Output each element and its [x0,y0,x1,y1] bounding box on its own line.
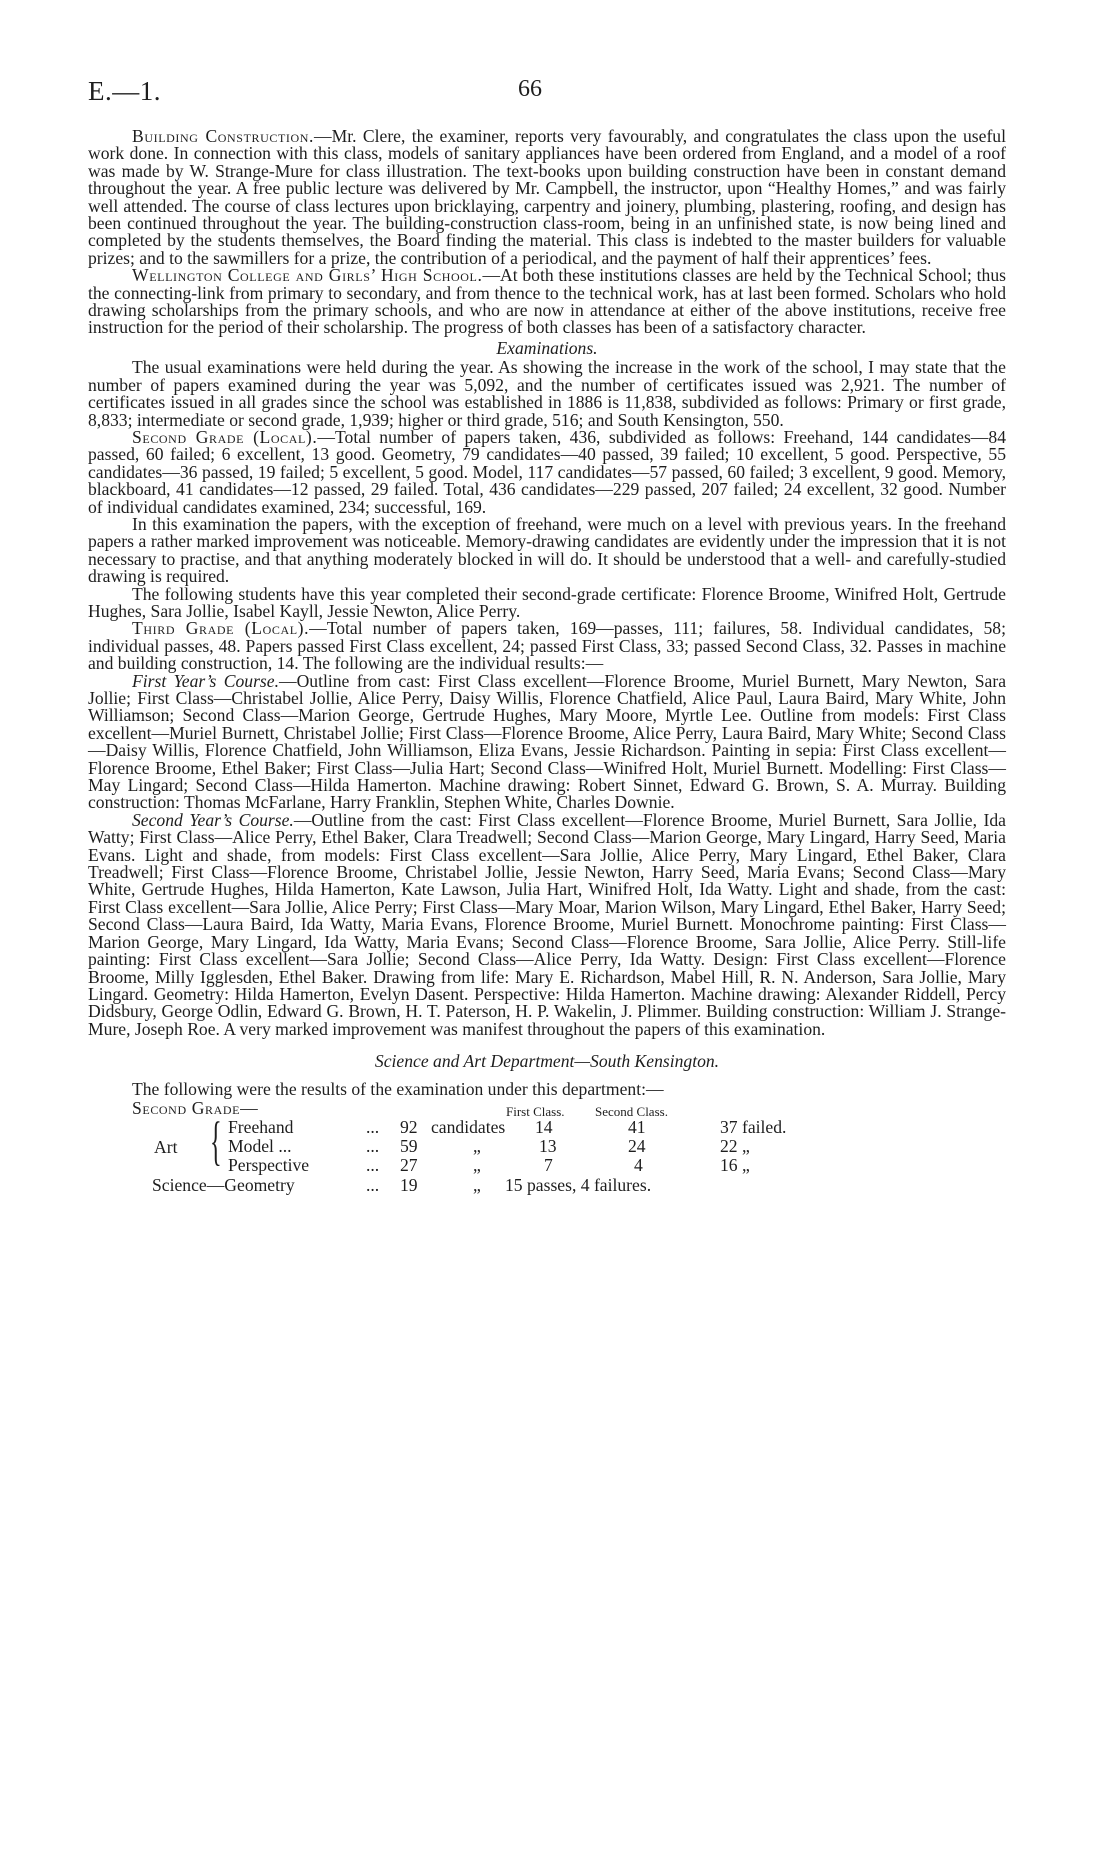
row-subject: Model ... [228,1135,292,1156]
row-first-class: 7 [544,1154,553,1175]
paragraph-second-grade [88,426,1006,517]
science-unit: „ [473,1174,481,1195]
science-label: Science—Geometry [152,1174,295,1195]
row-first-class: 14 [535,1116,553,1137]
paragraph-building-construction [88,128,1006,267]
paragraph-first-year-course [88,670,1006,813]
document-page [88,0,1006,1195]
paragraph-text: —Total number of papers taken, 436, subdivided as follows: Freehand, 144 candidates—84 passed, 60 failed; 6 excellent, 13 good. Geometry, 79 candidates—40 passed, 39 failed; 10 excellent, 5 good. Perspective, 55 candidates—36 passed, 19 failed; 5 excellent, 5 good. Model, 117 candidates—57 passed, 60 failed; 3 excellent, 9 good. Memory, blackboard, 41 candidates—12 passed, 29 failed. Total, 436 candidates—229 passed, 207 failed; 24 excellent, 32 good. Number of individual candidates examined, 234; successful, 169. [88,426,1006,517]
row-dots: ... [366,1116,380,1137]
results-intro: The following were the results of the examination under this department:— [132,1078,664,1099]
science-dots: ... [366,1174,380,1195]
row-failed: 37 failed. [720,1116,787,1137]
paragraph-wellington-college [88,267,1006,337]
science-outcome: 15 passes, 4 failures. [505,1174,652,1195]
science-count: 19 [400,1174,418,1195]
row-second-class: 41 [628,1116,646,1137]
paragraph-lead: Third Grade (Local). [132,618,310,639]
paragraph-text: The following students have this year completed their second-grade certificate: Florence Broome, Winifred Holt, Gertrude Hughes, Sara Jollie, Isabel Kayll, Jessie Newton, Alice Perry. [88,583,1006,621]
row-second-class: 4 [634,1154,643,1175]
row-subject: Freehand [228,1116,294,1137]
body-text [88,128,1006,1208]
paragraph-usual-examinations [88,359,1006,429]
row-unit: candidates [431,1116,506,1137]
paragraph-text: —Outline from cast: First Class excellent—Florence Broome, Muriel Burnett, Mary Newton, Sara Jollie; First Class—Christabel Jollie, Alice Perry, Daisy Willis, Florence Chatfield, Alice Paul, Laura Baird, Mary White, John Williamson; Second Class—Marion George, Gertrude Hughes, Mary Moore, Myrtle Lee. Outline from models: First Class excellent—Muriel Burnett, Christabel Jollie; First Class—Florence Broome, Alice Perry, Laura Baird, Mary White; Second Class—Daisy Willis, Florence Chatfield, John Williamson, Eliza Evans, Jessie Richardson. Painting in sepia: First Class excellent—Florence Broome, Ethel Baker; First Class—Julia Hart; Second Class—Winifred Holt, Muriel Burnett. Modelling: First Class—May Lingard; Second Class—Hilda Hamerton. Machine drawing: Robert Sinnet, Edward G. Brown, S. A. Murray. Building construction: Thomas McFarlane, Harry Franklin, Stephen White, Charles Downie. [88,670,1006,813]
brace-icon: { [210,1110,222,1171]
row-count: 92 [400,1116,418,1137]
paragraph-in-this-examination [88,513,1006,587]
paragraph-text: In this examination the papers, with the exception of freehand, were much on a level with previous years. In the freehand papers a rather marked improvement was noticeable. Memory-drawing candidates are evidently under the impression that it is not necessary to practise, and that anything moderately blocked in will do. It should be understood that a well- and carefully-studied drawing is required. [88,513,1006,587]
report-reference: E.—1. [88,76,161,106]
grade-label: Second Grade— [132,1097,259,1118]
row-unit: „ [473,1154,481,1175]
paragraph-lead: Second Year’s Course. [132,809,294,830]
results-table [88,1098,1006,1208]
paragraph-lead: Wellington College and Girls’ High School. [132,265,483,286]
paragraph-lead: First Year’s Course. [132,670,279,691]
paragraph-text: The usual examinations were held during the year. As showing the increase in the work of the school, I may state that the number of papers examined during the year was 5,092, and the number of certificates issued was 2,921. The number of certificates issued in all grades since the school was established in 1886 is 11,838, subdivided as follows: Primary or first grade, 8,833; intermediate or second grade, 1,939; higher or third grade, 516; and South Kensington, 550. [88,357,1006,430]
row-subject: Perspective [228,1154,310,1175]
row-second-class: 24 [628,1135,646,1156]
paragraph-second-grade-certificates [88,583,1006,621]
row-count: 59 [400,1135,418,1156]
paragraph-text: —Outline from the cast: First Class excellent—Florence Broome, Muriel Burnett, Sara Jollie, Ida Watty; First Class—Alice Perry, Ethel Baker, Clara Treadwell; Second Class—Marion George, Mary Lingard, Harry Seed, Maria Evans. Light and shade, from models: First Class excellent—Sara Jollie, Alice Perry, Mary Lingard, Ethel Baker, Clara Treadwell; First Class—Florence Broome, Christabel Jollie, Jessie Newton, Harry Seed, Maria Evans; Second Class—Mary White, Gertrude Hughes, Hilda Hamerton, Kate Lawson, Julia Hart, Winifred Holt, Ida Watty. Light and shade, from the cast: First Class excellent—Sara Jollie, Alice Perry; First Class—Mary Moar, Marion Wilson, Mary Lingard, Ethel Baker, Harry Seed; Second Class—Laura Baird, Ida Watty, Maria Evans, Florence Broome, Muriel Burnett. Monochrome painting: First Class—Marion George, Mary Lingard, Ida Watty, Maria Evans; Second Class—Florence Broome, Sara Jollie, Alice Perry. Still-life painting: First Class excellent—Sara Jollie; Second Class—Alice Perry, Ida Watty. Design: First Class excellent—Florence Broome, Milly Igglesden, Ethel Baker. Drawing from life: Mary E. Richardson, Mabel Hill, R. N. Anderson, Sara Jollie, Mary Lingard. Geometry: Hilda Hamerton, Evelyn Dasent. Perspective: Hilda Hamerton. Machine drawing: Alexander Riddell, Percy Didsbury, George Odlin, Edward G. Brown, H. T. Paterson, H. P. Wakelin, J. Plimmer. Building construction: William J. Strange-Mure, Joseph Roe. A very marked improvement was manifest throughout the papers of this examination. [88,809,1006,1039]
row-count: 27 [400,1154,418,1175]
examinations-heading: Examinations. [496,337,598,358]
row-first-class: 13 [539,1135,557,1156]
row-failed: 22 „ [720,1135,750,1156]
row-dots: ... [366,1154,380,1175]
row-failed: 16 „ [720,1154,750,1175]
art-label: Art [154,1136,178,1157]
paragraph-text: —Total number of papers taken, 169—passes, 111; failures, 58. Individual candidates, 58; individual passes, 48. Papers passed First Class excellent, 24; passed First Class, 33; passed Second Class, 32. Passes in machine and building construction, 14. The following are the individual results:— [88,618,1006,674]
column-header-first-class: First Class. [506,1103,565,1119]
paragraph-lead: Second Grade (Local). [132,426,318,447]
column-header-second-class: Second Class. [595,1103,668,1119]
paragraph-lead: Building Construction. [132,126,315,146]
paragraph-text: —Mr. Clere, the examiner, reports very favourably, and congratulates the class upon the useful work done. In connection with this class, models of sanitary appliances have been ordered from England, and a model of a roof was made by W. Strange-Mure for class illustration. The text-books upon building construction have been in constant demand throughout the year. A free public lecture was delivered by Mr. Campbell, the instructor, upon “Healthy Homes,” and was fairly well attended. The course of class lectures upon bricklaying, carpentry and joinery, plumbing, plastering, roofing, and design has been continued throughout the year. The building-construction class-room, being in an unfinished state, is now being lined and completed by the students themselves, the Board finding the material. This class is indebted to the master builders for valuable prizes; and to the sawmillers for a prize, the contribution of a periodical, and the payment of half their apprentices’ fees. [88,126,1006,268]
south-kensington-heading: Science and Art Department—South Kensington. [374,1051,720,1072]
paragraph-text: —At both these institutions classes are held by the Technical School; thus the connecting-link from primary to secondary, and from thence to the technical work, has at last been formed. Scholars who hold drawing scholarships from the primary schools, and who are now in attendance at either of the above institutions, receive free instruction for the period of their scholarship. The progress of both classes has been of a satisfactory character. [88,265,1006,338]
paragraph-second-year-course [88,809,1006,1039]
row-unit: „ [473,1135,481,1156]
row-dots: ... [366,1135,380,1156]
paragraph-third-grade [88,620,1006,672]
page-number: 66 [518,76,542,102]
page-header [88,0,1006,120]
